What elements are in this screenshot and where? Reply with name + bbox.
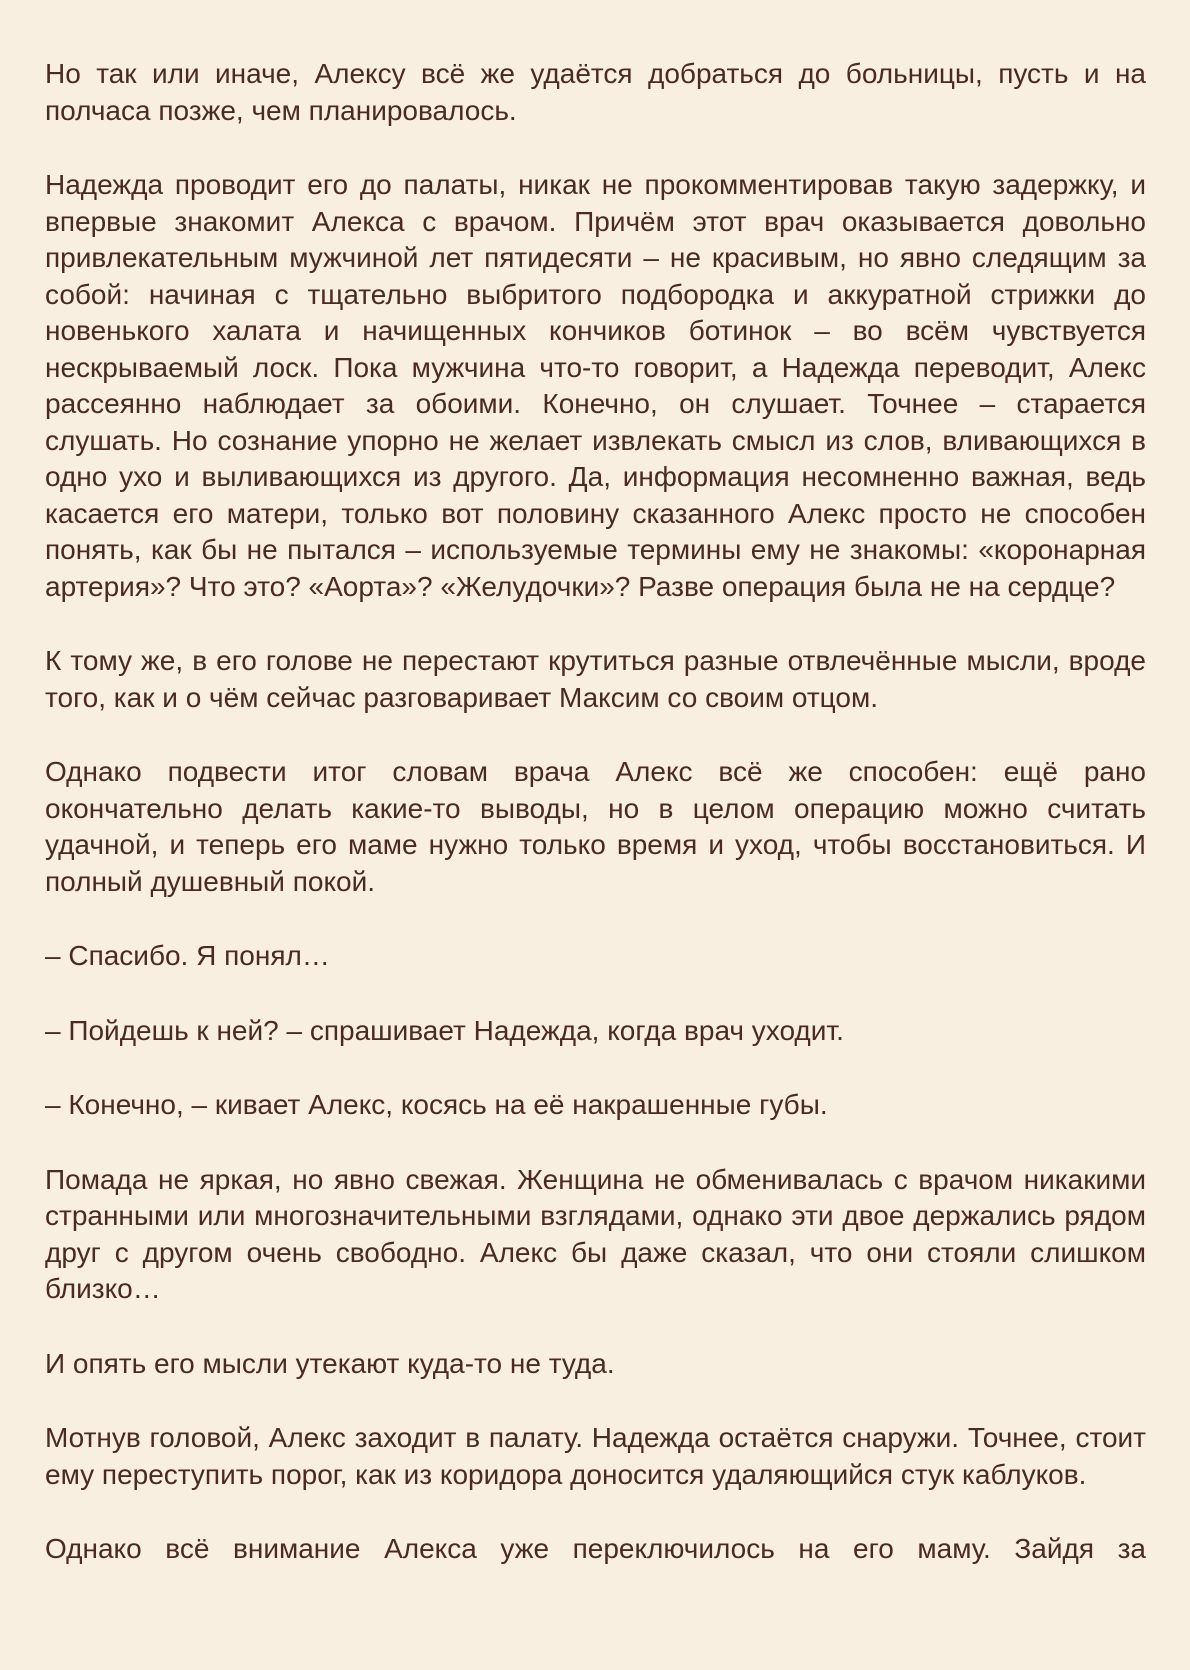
paragraph-2: Надежда проводит его до палаты, никак не прокомментировав такую задержку, и впервые знакомит Алекса с врачом. Причём этот врач оказывается довольно привлекательным мужчиной лет пятидесяти – не красивым, но явно следящим за собой: начиная с тщательно выбритого подбородка и аккуратной стрижки до новенького халата и начищенных кончиков ботинок – во всём чувствуется нескрываемый лоск. Пока мужчина что-то говорит, а Надежда переводит, Алекс рассеянно наблюдает за обоими. Конечно, он слушает. Точнее – старается слушать. Но сознание упорно не желает извлекать смысл из слов, вливающихся в одно ухо и выливающихся из другого. Да, информация несомненно важная, ведь касается его матери, только вот половину сказанного Алекс просто не способен понять, как бы не пытался – используемые термины ему не знакомы: «коронарная артерия»? Что это? «Аорта»? «Желудочки»? Разве операция была не на сердце? — [45, 169, 1146, 602]
paragraph-8-truncated: Однако всё внимание Алекса уже переключилось на его маму. Зайдя за — [45, 1533, 1146, 1564]
paragraph-6: И опять его мысли утекают куда-то не туда. — [45, 1347, 615, 1379]
paragraph-1: Но так или иначе, Алексу всё же удаётся добраться до больницы, пусть и на полчаса позже, чем планировалось. — [45, 58, 1146, 126]
paragraph-7: Мотнув головой, Алекс заходит в палату. Надежда остаётся снаружи. Точнее, стоит ему переступить порог, как из коридора доносится удаляющийся стук каблуков. — [45, 1422, 1146, 1490]
paragraph-3: К тому же, в его голове не перестают крутиться разные отвлечённые мысли, вроде того, как и о чём сейчас разговаривает Максим со своим отцом. — [45, 645, 1146, 713]
dialogue-line-2: – Пойдешь к ней? – спрашивает Надежда, когда врач уходит. — [45, 1014, 844, 1046]
paragraph-4: Однако подвести итог словам врача Алекс всё же способен: ещё рано окончательно делать какие-то выводы, но в целом операцию можно считать удачной, и теперь его маме нужно только время и уход, чтобы восстановиться. И полный душевный покой. — [45, 756, 1146, 897]
dialogue-line-3: – Конечно, – кивает Алекс, косясь на её накрашенные губы. — [45, 1089, 828, 1120]
dialogue-line-1: – Спасибо. Я понял… — [45, 940, 330, 971]
paragraph-5: Помада не яркая, но явно свежая. Женщина не обменивалась с врачом никакими странными или многозначительными взглядами, однако эти двое держались рядом друг с другом очень свободно. Алекс бы даже сказал, что они стояли слишком близко… — [45, 1163, 1146, 1304]
